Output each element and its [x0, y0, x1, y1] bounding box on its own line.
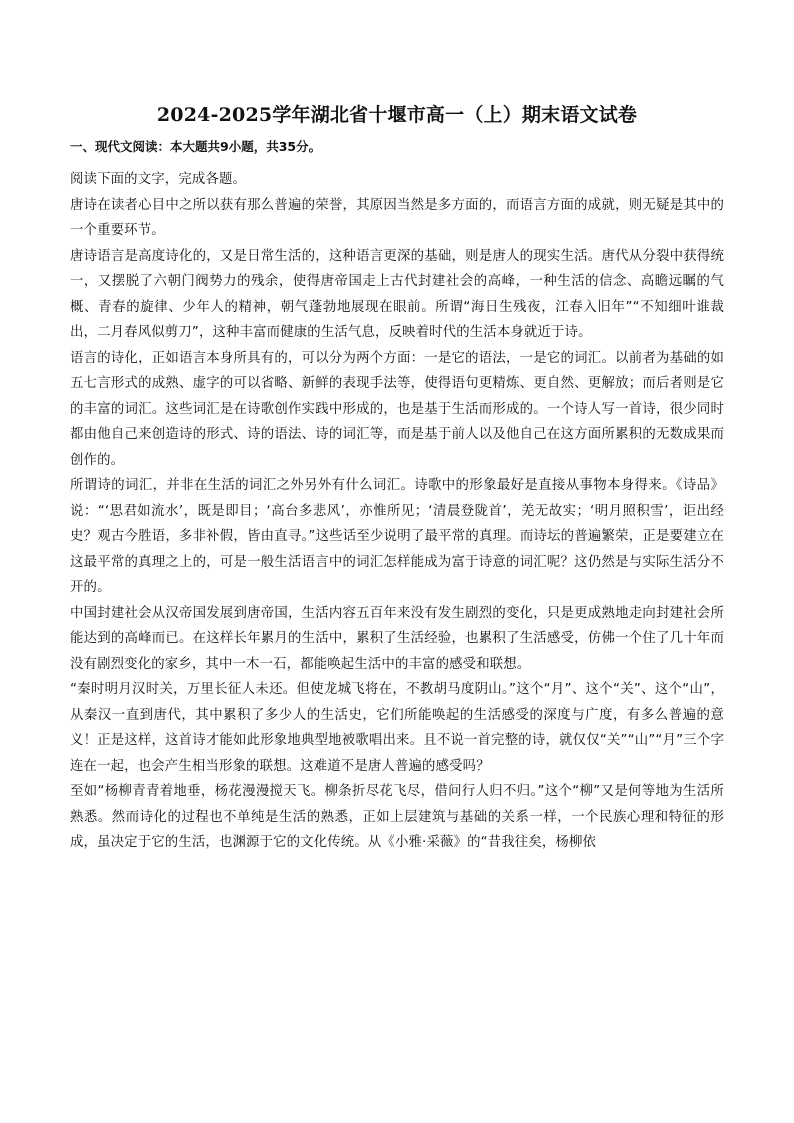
passage-paragraph: 中国封建社会从汉帝国发展到唐帝国，生活内容五百年来没有发生剧烈的变化，只是更成熟地走向封建社会所能达到的高峰而已。在这样长年累月的生活中，累积了生活经验，也累积了生活感受，仿佛一个住了几十年而没有剧烈变化的家乡，其中一木一石，都能唤起生活中的丰富的感受和联想。: [70, 605, 724, 672]
reading-passage: [70, 167, 724, 856]
passage-paragraph: “秦时明月汉时关，万里长征人未还。但使龙城飞将在，不教胡马度阴山。”这个“月”、这个“关”、这个“山”，从秦汉一直到唐代，其中累积了多少人的生活史，它们所能唤起的生活感受的深度与广度，有多么普遍的意义！正是这样，这首诗才能如此形象地典型地被歌唱出来。且不说一首完整的诗，就仅仅“关”“山”“月”三个字连在一起，也会产生相当形象的联想。这难道不是唐人普遍的感受吗？: [70, 682, 724, 774]
passage-paragraph: 语言的诗化，正如语言本身所具有的，可以分为两个方面：一是它的语法，一是它的词汇。以前者为基础的如五七言形式的成熟、虚字的可以省略、新鲜的表现手法等，使得语句更精炼、更自然、更解放；而后者则是它的丰富的词汇。这些词汇是在诗歌创作实践中形成的，也是基于生活而形成的。一个诗人写一首诗，很少同时都由他自己来创造诗的形式、诗的语法、诗的词汇等，而是基于前人以及他自己在这方面所累积的无数成果而创作的。: [70, 350, 724, 468]
passage-paragraph: 唐诗在读者心目中之所以获有那么普遍的荣誉，其原因当然是多方面的，而语言方面的成就，则无疑是其中的一个重要环节。: [70, 197, 724, 238]
passage-paragraph: 至如“杨柳青青着地垂，杨花漫漫搅天飞。柳条折尽花飞尽，借问行人归不归。”这个“柳”又是何等地为生活所熟悉。然而诗化的过程也不单纯是生活的熟悉，正如上层建筑与基础的关系一样，一个民族心理和特征的形成，虽决定于它的生活，也渊源于它的文化传统。从《小雅·采薇》的“昔我往矣，杨柳依: [70, 784, 724, 850]
exam-title: 2024-2025学年湖北省十堰市高一（上）期末语文试卷: [156, 104, 638, 126]
section-heading: 一、现代文阅读：本大题共9小题，共35分。: [70, 139, 322, 154]
passage-paragraph: 所谓诗的词汇，并非在生活的词汇之外另外有什么词汇。诗歌中的形象最好是直接从事物本身得来。《诗品》说：“‘思君如流水’，既是即目；‘高台多悲风’，亦惟所见；‘清晨登陇首’，羌无故实；‘明月照积雪’，讵出经史？观古今胜语，多非补假，皆由直寻。”这些话至少说明了最平常的真理。而诗坛的普遍繁荣，正是要建立在这最平常的真理之上的，可是一般生活语言中的词汇怎样能成为富于诗意的词汇呢？这仍然是与实际生活分不开的。: [70, 478, 724, 595]
exam-page: [70, 100, 724, 856]
passage-instruction: 阅读下面的文字，完成各题。: [70, 172, 247, 187]
passage-paragraph: 唐诗语言是高度诗化的，又是日常生活的，这种语言更深的基础，则是唐人的现实生活。唐代从分裂中获得统一，又摆脱了六朝门阀势力的残余，使得唐帝国走上古代封建社会的高峰，一种生活的信念、高瞻远瞩的气概、青春的旋律、少年人的精神，朝气蓬勃地展现在眼前。所谓“海日生残夜，江春入旧年”“不知细叶谁裁出，二月春风似剪刀”，这种丰富而健康的生活气息，反映着时代的生活本身就近于诗。: [70, 248, 724, 340]
